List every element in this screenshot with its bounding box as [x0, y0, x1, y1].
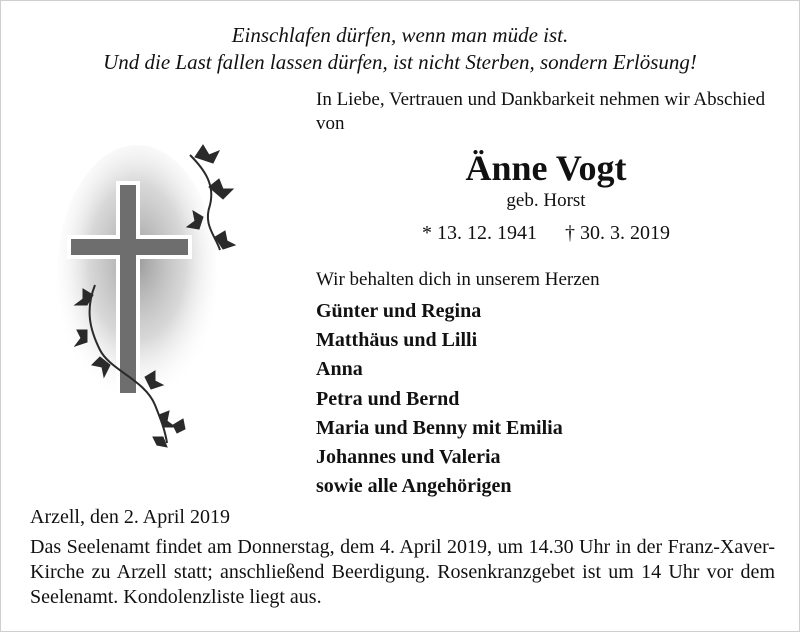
death-date: † 30. 3. 2019 — [565, 222, 670, 244]
mourner-entry: sowie alle Angehörigen — [316, 475, 512, 498]
remembrance-line: Wir behalten dich in unserem Herzen — [316, 269, 600, 290]
mourner-entry: Matthäus und Lilli — [316, 329, 478, 352]
place-and-date: Arzell, den 2. April 2019 — [30, 506, 230, 528]
mourner-entry: Maria und Benny mit Emilia — [316, 416, 563, 439]
quote-line-2: Und die Last fallen lassen dürfen, ist nicht Sterben, sondern Erlösung! — [103, 50, 697, 74]
cross-with-ivy-icon — [55, 125, 265, 455]
quote-line-1: Einschlafen dürfen, wenn man müde ist. — [231, 23, 569, 47]
life-dates — [316, 221, 776, 245]
mourner-entry: Anna — [316, 358, 363, 381]
epitaph-quote — [0, 22, 800, 76]
deceased-name: Änne Vogt — [465, 148, 627, 188]
mourner-entry: Petra und Bernd — [316, 387, 460, 410]
mourner-entry: Günter und Regina — [316, 300, 482, 322]
mourners-list — [316, 297, 776, 501]
service-notice: Das Seelenamt findet am Donnerstag, dem 4. April 2019, um 14.30 Uhr in der Franz-Xaver-Kirche zu Arzell statt; anschließend Beerdigung. Rosenkranzgebet ist um 14 Uhr vor dem Seelenamt. Kondolenzliste liegt aus. — [30, 536, 775, 608]
maiden-name: geb. Horst — [506, 190, 586, 211]
birth-date: * 13. 12. 1941 — [422, 222, 537, 244]
mourner-entry: Johannes und Valeria — [316, 446, 501, 469]
farewell-intro: In Liebe, Vertrauen und Dankbarkeit nehmen wir Abschied von — [316, 89, 766, 134]
